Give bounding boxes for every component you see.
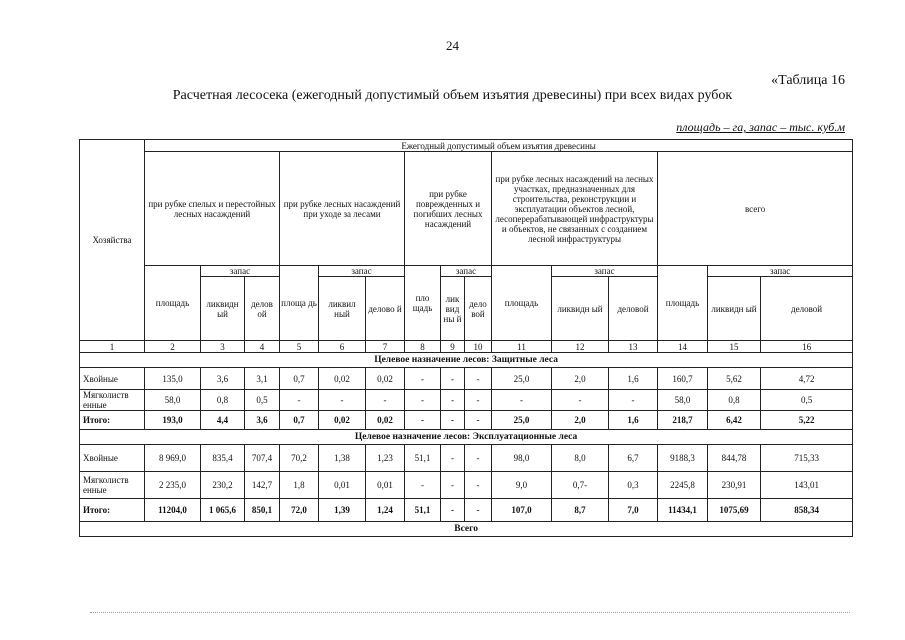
- table-cell: 850,1: [245, 499, 280, 522]
- column-number: 3: [201, 341, 245, 353]
- table-cell: 4,4: [201, 411, 245, 430]
- table-cell: 58,0: [658, 390, 708, 411]
- sub-header: деловой: [761, 277, 853, 341]
- table-cell: 0,3: [609, 472, 658, 499]
- column-number: 8: [405, 341, 441, 353]
- table-cell: 0,7-: [552, 472, 609, 499]
- sub-header: пло щадь: [405, 266, 441, 341]
- sub-header: площадь: [658, 266, 708, 341]
- sub-header: ликвидн ый: [552, 277, 609, 341]
- table-row: [80, 499, 853, 522]
- table-row: [80, 368, 853, 390]
- section-title: Всего: [80, 522, 853, 537]
- table-row: [80, 472, 853, 499]
- column-number: 13: [609, 341, 658, 353]
- group-header: при рубке лесных насаждений при уходе за лесами: [280, 152, 405, 266]
- column-number: 2: [145, 341, 201, 353]
- table-cell: -: [441, 368, 465, 390]
- group-header: всего: [658, 152, 853, 266]
- table-cell: 1,6: [609, 368, 658, 390]
- table-cell: 1,6: [609, 411, 658, 430]
- table-cell: 0,5: [245, 390, 280, 411]
- column-number: 5: [280, 341, 319, 353]
- sub-header: площа дь: [280, 266, 319, 341]
- table-cell: 51,1: [405, 445, 441, 472]
- table-cell: -: [465, 390, 492, 411]
- table-cell: -: [405, 411, 441, 430]
- table-cell: 835,4: [201, 445, 245, 472]
- table-cell: -: [441, 411, 465, 430]
- table-label: «Таблица 16: [771, 73, 845, 88]
- table-cell: -: [405, 390, 441, 411]
- table-cell: -: [405, 368, 441, 390]
- table-cell: 193,0: [145, 411, 201, 430]
- group-header: при рубке поврежденных и погибших лесных насаждений: [405, 152, 492, 266]
- stock-header: запас: [441, 266, 492, 277]
- row-label: Мягколиств енные: [80, 390, 145, 411]
- row-label: Хвойные: [80, 368, 145, 390]
- table-cell: 8,7: [552, 499, 609, 522]
- table-cell: 9188,3: [658, 445, 708, 472]
- table-cell: 0,02: [319, 411, 366, 430]
- row-label: Итого:: [80, 499, 145, 522]
- table-cell: 160,7: [658, 368, 708, 390]
- table-cell: -: [441, 390, 465, 411]
- table-cell: -: [441, 472, 465, 499]
- sub-header: делово й: [366, 277, 405, 341]
- table-cell: 11204,0: [145, 499, 201, 522]
- table-cell: 25,0: [492, 368, 552, 390]
- table-row: [80, 390, 853, 411]
- table-cell: 25,0: [492, 411, 552, 430]
- sub-header: лик вид ны й: [441, 277, 465, 341]
- sub-header: площадь: [492, 266, 552, 341]
- column-number: 15: [708, 341, 761, 353]
- table-row: [80, 411, 853, 430]
- top-header: Ежегодный допустимый объем изъятия древесины: [145, 140, 853, 152]
- section-row: [80, 353, 853, 368]
- stock-header: запас: [708, 266, 853, 277]
- table-cell: 858,34: [761, 499, 853, 522]
- table-cell: 107,0: [492, 499, 552, 522]
- table-cell: 143,01: [761, 472, 853, 499]
- table-cell: 2,0: [552, 411, 609, 430]
- table-cell: 0,8: [201, 390, 245, 411]
- sub-header: площадь: [145, 266, 201, 341]
- page-number: 24: [446, 38, 459, 53]
- table-cell: -: [465, 445, 492, 472]
- table-cell: 51,1: [405, 499, 441, 522]
- table-row: [80, 445, 853, 472]
- section-title: Целевое назначение лесов: Защитные леса: [80, 353, 853, 368]
- table-cell: 0,5: [761, 390, 853, 411]
- table-cell: 9,0: [492, 472, 552, 499]
- table-cell: 0,8: [708, 390, 761, 411]
- table-cell: 5,22: [761, 411, 853, 430]
- sub-header: деловой: [609, 277, 658, 341]
- table-cell: 707,4: [245, 445, 280, 472]
- section-row: [80, 522, 853, 537]
- table-cell: 72,0: [280, 499, 319, 522]
- sub-header: ликвидн ый: [708, 277, 761, 341]
- table-cell: -: [465, 411, 492, 430]
- table-cell: 1,39: [319, 499, 366, 522]
- sub-header: ликвил ный: [319, 277, 366, 341]
- sub-header: дело вой: [465, 277, 492, 341]
- column-number: 1: [80, 341, 145, 353]
- table-cell: 230,91: [708, 472, 761, 499]
- column-numbers-row: [80, 341, 853, 353]
- table-cell: -: [552, 390, 609, 411]
- table-cell: -: [609, 390, 658, 411]
- table-cell: 8 969,0: [145, 445, 201, 472]
- table-body: [80, 353, 853, 537]
- row-label: Хвойные: [80, 445, 145, 472]
- table-cell: -: [280, 390, 319, 411]
- table-cell: 2,0: [552, 368, 609, 390]
- sub-header: делов ой: [245, 277, 280, 341]
- stock-header: запас: [552, 266, 658, 277]
- column-number: 16: [761, 341, 853, 353]
- table-cell: 0,7: [280, 411, 319, 430]
- sub-header: ликвидн ый: [201, 277, 245, 341]
- table-title: Расчетная лесосека (ежегодный допустимый объем изъятия древесины) при всех видах рубок: [172, 88, 733, 103]
- table-cell: -: [319, 390, 366, 411]
- stock-header: запас: [319, 266, 405, 277]
- table-cell: 0,02: [366, 411, 405, 430]
- table-cell: 1075,69: [708, 499, 761, 522]
- table-cell: 1,8: [280, 472, 319, 499]
- table-cell: 6,7: [609, 445, 658, 472]
- group-header: при рубке лесных насаждений на лесных участках, предназначенных для строительства, реконструкции и эксплуатации объектов лесной, лесоперерабатывающей инфраструктуры и объектов, не связанных с созданием лесной инфраструктуры: [492, 152, 658, 266]
- column-number: 14: [658, 341, 708, 353]
- table-cell: 7,0: [609, 499, 658, 522]
- table-cell: 70,2: [280, 445, 319, 472]
- table-cell: -: [492, 390, 552, 411]
- table-cell: -: [465, 472, 492, 499]
- stock-header: запас: [201, 266, 280, 277]
- table-cell: 0,02: [319, 368, 366, 390]
- column-number: 4: [245, 341, 280, 353]
- table-cell: 8,0: [552, 445, 609, 472]
- table-cell: 4,72: [761, 368, 853, 390]
- table-cell: 2245,8: [658, 472, 708, 499]
- table-cell: 0,02: [366, 368, 405, 390]
- section-title: Целевое назначение лесов: Эксплуатационные леса: [80, 430, 853, 445]
- column-number: 9: [441, 341, 465, 353]
- table-cell: 0,01: [319, 472, 366, 499]
- table-cell: 230,2: [201, 472, 245, 499]
- table-cell: 218,7: [658, 411, 708, 430]
- table-cell: 142,7: [245, 472, 280, 499]
- column-number: 7: [366, 341, 405, 353]
- table-cell: 6,42: [708, 411, 761, 430]
- table-cell: 3,6: [201, 368, 245, 390]
- table-cell: 715,33: [761, 445, 853, 472]
- group-header: при рубке спелых и перестойных лесных насаждений: [145, 152, 280, 266]
- table-cell: 58,0: [145, 390, 201, 411]
- table-cell: 1,38: [319, 445, 366, 472]
- table-cell: 135,0: [145, 368, 201, 390]
- table-cell: -: [366, 390, 405, 411]
- table-cell: -: [441, 499, 465, 522]
- table-cell: -: [465, 368, 492, 390]
- table-cell: -: [441, 445, 465, 472]
- table-cell: 2 235,0: [145, 472, 201, 499]
- table-cell: 0,01: [366, 472, 405, 499]
- table-cell: 844,78: [708, 445, 761, 472]
- bottom-scan-artifact: [90, 612, 850, 613]
- table-cell: 5,62: [708, 368, 761, 390]
- farms-header: Хозяйства: [80, 140, 145, 341]
- units-note: площадь – га, запас – тыс. куб.м: [676, 120, 845, 134]
- row-label: Итого:: [80, 411, 145, 430]
- table-cell: 3,6: [245, 411, 280, 430]
- row-label: Мягколиств енные: [80, 472, 145, 499]
- table-cell: 1 065,6: [201, 499, 245, 522]
- column-number: 10: [465, 341, 492, 353]
- table-cell: -: [405, 472, 441, 499]
- table-cell: 11434,1: [658, 499, 708, 522]
- table-cell: 1,23: [366, 445, 405, 472]
- table-cell: -: [465, 499, 492, 522]
- table-cell: 98,0: [492, 445, 552, 472]
- column-number: 12: [552, 341, 609, 353]
- column-number: 6: [319, 341, 366, 353]
- table-cell: 0,7: [280, 368, 319, 390]
- allowable-cut-table: [79, 139, 853, 537]
- table-cell: 1,24: [366, 499, 405, 522]
- section-row: [80, 430, 853, 445]
- table-cell: 3,1: [245, 368, 280, 390]
- column-number: 11: [492, 341, 552, 353]
